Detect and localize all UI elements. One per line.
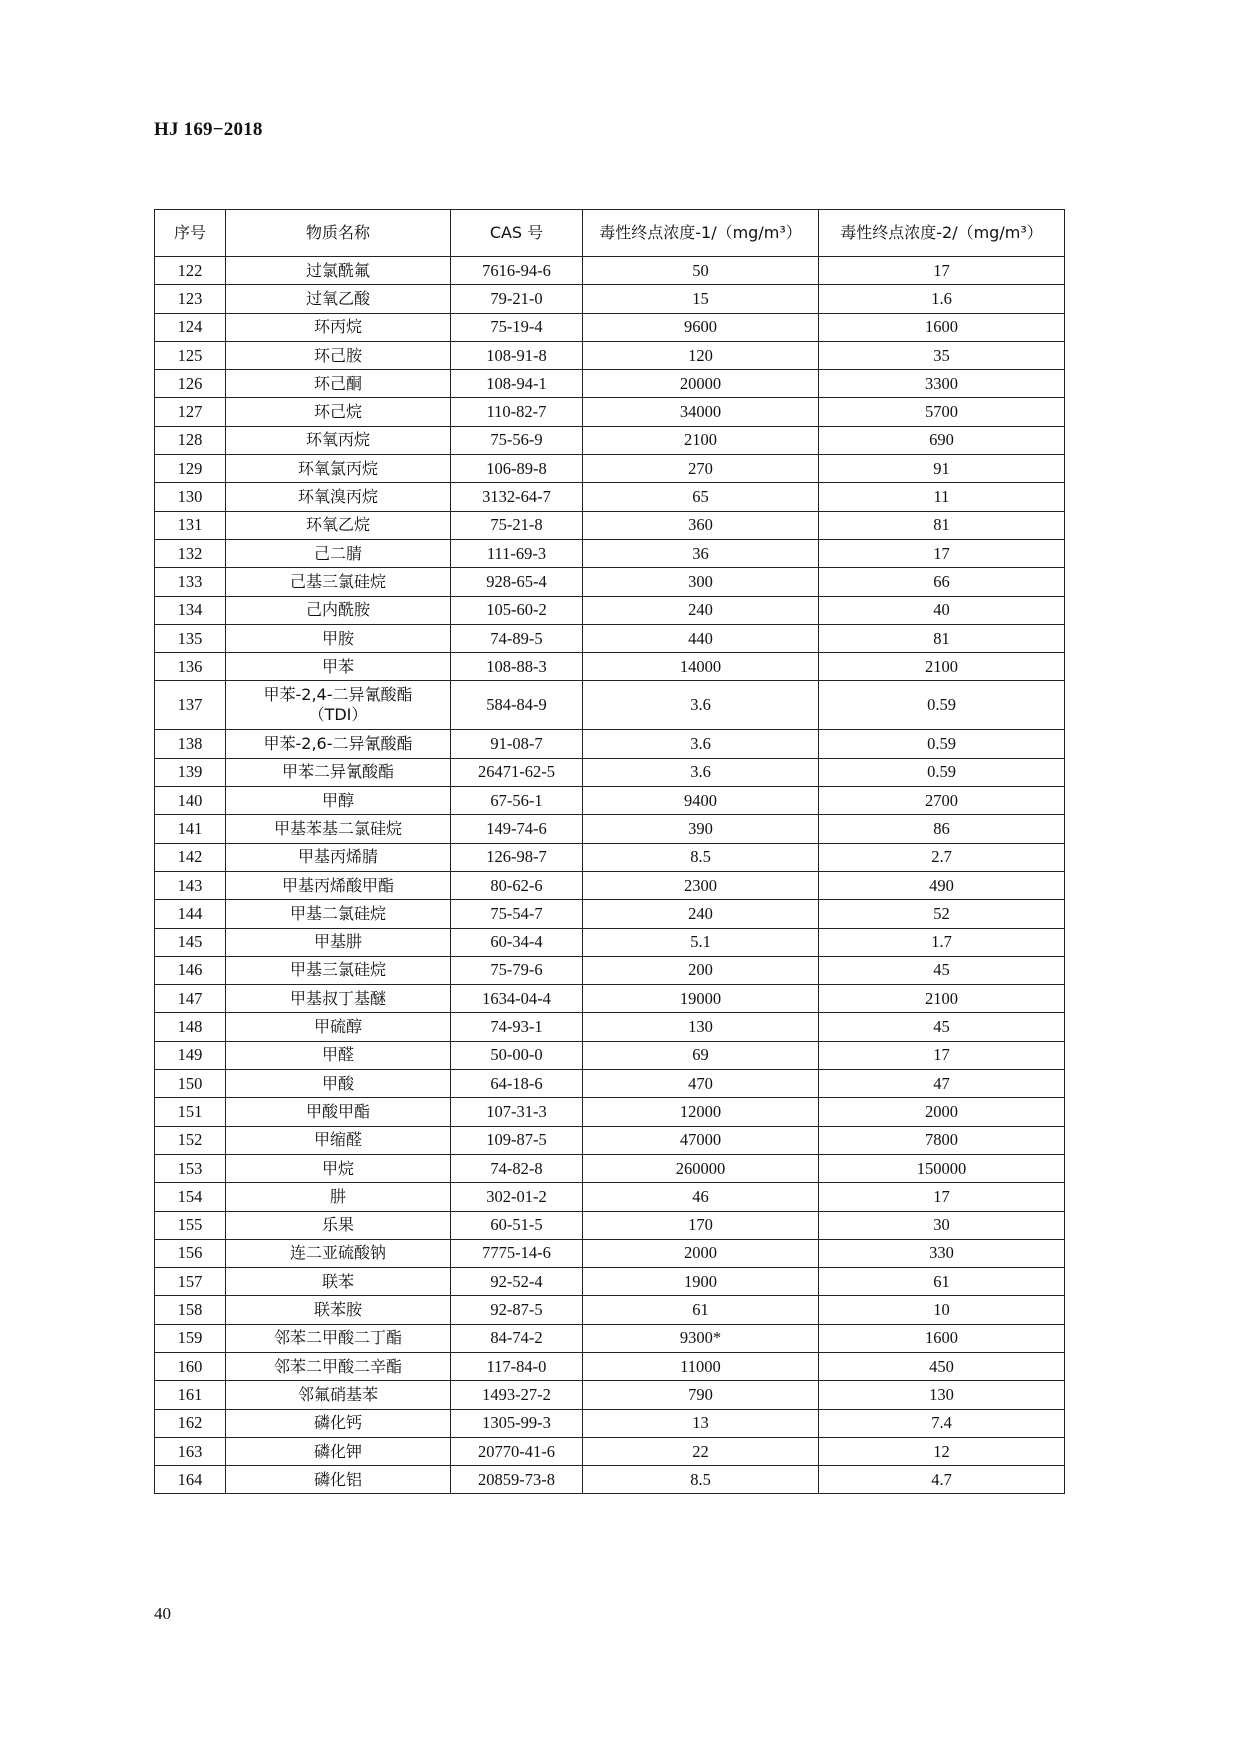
cell-substance-name: 磷化钾: [226, 1437, 451, 1465]
cell-index: 137: [155, 681, 226, 730]
cell-index: 122: [155, 257, 226, 285]
table-row: [155, 1381, 1065, 1409]
cell-endpoint-1: 9400: [583, 787, 819, 815]
table-row: [155, 1352, 1065, 1380]
cell-substance-name: 甲硫醇: [226, 1013, 451, 1041]
cell-index: 135: [155, 624, 226, 652]
cell-endpoint-1: 2300: [583, 871, 819, 899]
cell-endpoint-2: 52: [819, 900, 1065, 928]
cell-index: 156: [155, 1239, 226, 1267]
cell-substance-name: 甲醇: [226, 787, 451, 815]
cell-endpoint-2: 86: [819, 815, 1065, 843]
cell-endpoint-2: 7800: [819, 1126, 1065, 1154]
cell-substance-name: 己内酰胺: [226, 596, 451, 624]
cell-index: 139: [155, 758, 226, 786]
cell-index: 132: [155, 539, 226, 567]
cell-cas: 74-82-8: [451, 1154, 583, 1182]
cell-substance-name: 过氧乙酸: [226, 285, 451, 313]
cell-endpoint-1: 8.5: [583, 1466, 819, 1494]
cell-index: 162: [155, 1409, 226, 1437]
table-row: [155, 815, 1065, 843]
cell-cas: 7616-94-6: [451, 257, 583, 285]
table-row: [155, 787, 1065, 815]
cell-endpoint-2: 45: [819, 1013, 1065, 1041]
cell-index: 153: [155, 1154, 226, 1182]
cell-endpoint-2: 11: [819, 483, 1065, 511]
cell-substance-name: 甲基丙烯酸甲酯: [226, 871, 451, 899]
table-row: [155, 1211, 1065, 1239]
cell-endpoint-1: 360: [583, 511, 819, 539]
table-row: [155, 1041, 1065, 1069]
table-row: [155, 730, 1065, 758]
cell-cas: 75-56-9: [451, 426, 583, 454]
cell-cas: 105-60-2: [451, 596, 583, 624]
cell-endpoint-2: 690: [819, 426, 1065, 454]
table-row: [155, 398, 1065, 426]
table-row: [155, 285, 1065, 313]
cell-endpoint-1: 130: [583, 1013, 819, 1041]
cell-index: 133: [155, 568, 226, 596]
cell-cas: 67-56-1: [451, 787, 583, 815]
cell-substance-name: 连二亚硫酸钠: [226, 1239, 451, 1267]
cell-cas: 64-18-6: [451, 1070, 583, 1098]
cell-substance-name: 联苯胺: [226, 1296, 451, 1324]
cell-cas: 3132-64-7: [451, 483, 583, 511]
cell-cas: 108-88-3: [451, 653, 583, 681]
cell-endpoint-1: 300: [583, 568, 819, 596]
cell-cas: 108-94-1: [451, 370, 583, 398]
cell-endpoint-2: 2100: [819, 653, 1065, 681]
cell-index: 140: [155, 787, 226, 815]
cell-substance-name: 环氧丙烷: [226, 426, 451, 454]
cell-endpoint-1: 19000: [583, 985, 819, 1013]
cell-endpoint-2: 10: [819, 1296, 1065, 1324]
cell-endpoint-2: 17: [819, 257, 1065, 285]
table-row: [155, 455, 1065, 483]
cell-endpoint-2: 81: [819, 511, 1065, 539]
cell-endpoint-2: 17: [819, 1183, 1065, 1211]
cell-index: 164: [155, 1466, 226, 1494]
cell-substance-name: 甲苯-2,6-二异氰酸酯: [226, 730, 451, 758]
cell-cas: 107-31-3: [451, 1098, 583, 1126]
cell-index: 147: [155, 985, 226, 1013]
table-row: [155, 843, 1065, 871]
cell-cas: 20859-73-8: [451, 1466, 583, 1494]
cell-index: 157: [155, 1268, 226, 1296]
cell-endpoint-2: 66: [819, 568, 1065, 596]
cell-endpoint-1: 3.6: [583, 758, 819, 786]
cell-substance-name: 磷化钙: [226, 1409, 451, 1437]
cell-substance-name: 联苯: [226, 1268, 451, 1296]
cell-endpoint-2: 150000: [819, 1154, 1065, 1182]
cell-index: 163: [155, 1437, 226, 1465]
table-row: [155, 1409, 1065, 1437]
cell-endpoint-1: 9300*: [583, 1324, 819, 1352]
column-header-cas: CAS 号: [451, 210, 583, 257]
cell-endpoint-1: 120: [583, 341, 819, 369]
cell-index: 158: [155, 1296, 226, 1324]
cell-endpoint-1: 8.5: [583, 843, 819, 871]
cell-cas: 126-98-7: [451, 843, 583, 871]
cell-cas: 584-84-9: [451, 681, 583, 730]
cell-endpoint-2: 0.59: [819, 681, 1065, 730]
cell-cas: 80-62-6: [451, 871, 583, 899]
cell-endpoint-2: 0.59: [819, 758, 1065, 786]
cell-endpoint-1: 170: [583, 1211, 819, 1239]
cell-substance-name: 邻氟硝基苯: [226, 1381, 451, 1409]
cell-index: 151: [155, 1098, 226, 1126]
cell-substance-name: 环氧氯丙烷: [226, 455, 451, 483]
cell-cas: 60-34-4: [451, 928, 583, 956]
cell-index: 148: [155, 1013, 226, 1041]
table-row: [155, 596, 1065, 624]
cell-substance-name: 甲缩醛: [226, 1126, 451, 1154]
cell-index: 131: [155, 511, 226, 539]
cell-endpoint-2: 17: [819, 1041, 1065, 1069]
table-row: [155, 681, 1065, 730]
cell-endpoint-1: 13: [583, 1409, 819, 1437]
cell-cas: 928-65-4: [451, 568, 583, 596]
table-row: [155, 956, 1065, 984]
cell-endpoint-2: 7.4: [819, 1409, 1065, 1437]
cell-substance-name: 甲酸: [226, 1070, 451, 1098]
cell-endpoint-1: 20000: [583, 370, 819, 398]
cell-endpoint-2: 1600: [819, 313, 1065, 341]
cell-endpoint-2: 30: [819, 1211, 1065, 1239]
cell-endpoint-1: 3.6: [583, 681, 819, 730]
cell-cas: 109-87-5: [451, 1126, 583, 1154]
document-id: HJ 169−2018: [154, 119, 263, 140]
table-row: [155, 341, 1065, 369]
cell-index: 154: [155, 1183, 226, 1211]
cell-index: 146: [155, 956, 226, 984]
cell-substance-name: 邻苯二甲酸二辛酯: [226, 1352, 451, 1380]
cell-substance-name: 甲基丙烯腈: [226, 843, 451, 871]
cell-cas: 20770-41-6: [451, 1437, 583, 1465]
cell-endpoint-1: 22: [583, 1437, 819, 1465]
cell-index: 159: [155, 1324, 226, 1352]
table-row: [155, 426, 1065, 454]
cell-endpoint-1: 440: [583, 624, 819, 652]
table-row: [155, 1183, 1065, 1211]
cell-substance-name: 过氯酰氟: [226, 257, 451, 285]
table-row: [155, 1296, 1065, 1324]
cell-cas: 7775-14-6: [451, 1239, 583, 1267]
cell-endpoint-1: 12000: [583, 1098, 819, 1126]
cell-index: 160: [155, 1352, 226, 1380]
cell-index: 161: [155, 1381, 226, 1409]
cell-endpoint-1: 2000: [583, 1239, 819, 1267]
cell-cas: 50-00-0: [451, 1041, 583, 1069]
table-row: [155, 568, 1065, 596]
table-row: [155, 1239, 1065, 1267]
cell-endpoint-2: 2100: [819, 985, 1065, 1013]
cell-substance-name: 甲基肼: [226, 928, 451, 956]
cell-endpoint-2: 4.7: [819, 1466, 1065, 1494]
cell-cas: 75-19-4: [451, 313, 583, 341]
cell-cas: 92-52-4: [451, 1268, 583, 1296]
cell-substance-name: 甲烷: [226, 1154, 451, 1182]
table-row: [155, 483, 1065, 511]
cell-index: 144: [155, 900, 226, 928]
cell-cas: 60-51-5: [451, 1211, 583, 1239]
cell-endpoint-2: 0.59: [819, 730, 1065, 758]
cell-index: 145: [155, 928, 226, 956]
cell-substance-name: 甲基三氯硅烷: [226, 956, 451, 984]
cell-endpoint-2: 45: [819, 956, 1065, 984]
cell-endpoint-2: 40: [819, 596, 1065, 624]
cell-index: 128: [155, 426, 226, 454]
cell-substance-name: 甲醛: [226, 1041, 451, 1069]
cell-endpoint-2: 330: [819, 1239, 1065, 1267]
cell-substance-name: 甲胺: [226, 624, 451, 652]
cell-cas: 106-89-8: [451, 455, 583, 483]
cell-cas: 75-54-7: [451, 900, 583, 928]
cell-index: 134: [155, 596, 226, 624]
cell-endpoint-2: 450: [819, 1352, 1065, 1380]
page-number: 40: [154, 1604, 171, 1623]
cell-index: 130: [155, 483, 226, 511]
cell-endpoint-1: 65: [583, 483, 819, 511]
cell-index: 138: [155, 730, 226, 758]
cell-substance-name: 磷化铝: [226, 1466, 451, 1494]
cell-index: 125: [155, 341, 226, 369]
table-row: [155, 511, 1065, 539]
table-row: [155, 539, 1065, 567]
table-row: [155, 1098, 1065, 1126]
table-row: [155, 1126, 1065, 1154]
cell-endpoint-1: 790: [583, 1381, 819, 1409]
cell-endpoint-1: 69: [583, 1041, 819, 1069]
cell-cas: 74-89-5: [451, 624, 583, 652]
cell-index: 124: [155, 313, 226, 341]
cell-endpoint-2: 2.7: [819, 843, 1065, 871]
cell-endpoint-2: 35: [819, 341, 1065, 369]
table-row: [155, 871, 1065, 899]
cell-substance-name: 环氧乙烷: [226, 511, 451, 539]
cell-endpoint-1: 34000: [583, 398, 819, 426]
cell-cas: 302-01-2: [451, 1183, 583, 1211]
cell-cas: 75-79-6: [451, 956, 583, 984]
column-header-endpoint-2: 毒性终点浓度-2/（mg/m³）: [819, 210, 1065, 257]
cell-substance-name: 环氧溴丙烷: [226, 483, 451, 511]
cell-cas: 84-74-2: [451, 1324, 583, 1352]
cell-endpoint-1: 260000: [583, 1154, 819, 1182]
cell-endpoint-1: 2100: [583, 426, 819, 454]
cell-endpoint-1: 390: [583, 815, 819, 843]
cell-substance-name: 甲酸甲酯: [226, 1098, 451, 1126]
table-row: [155, 1437, 1065, 1465]
cell-index: 123: [155, 285, 226, 313]
table-row: [155, 928, 1065, 956]
cell-endpoint-1: 9600: [583, 313, 819, 341]
table-row: [155, 985, 1065, 1013]
cell-index: 136: [155, 653, 226, 681]
cell-index: 142: [155, 843, 226, 871]
cell-substance-name: 己基三氯硅烷: [226, 568, 451, 596]
cell-substance-name: 邻苯二甲酸二丁酯: [226, 1324, 451, 1352]
cell-index: 155: [155, 1211, 226, 1239]
table-row: [155, 1324, 1065, 1352]
cell-substance-name: 甲苯: [226, 653, 451, 681]
cell-endpoint-1: 50: [583, 257, 819, 285]
cell-substance-name: 环己烷: [226, 398, 451, 426]
column-header-substance-name: 物质名称: [226, 210, 451, 257]
cell-cas: 1305-99-3: [451, 1409, 583, 1437]
cell-cas: 79-21-0: [451, 285, 583, 313]
cell-cas: 75-21-8: [451, 511, 583, 539]
column-header-index: 序号: [155, 210, 226, 257]
cell-endpoint-2: 2700: [819, 787, 1065, 815]
cell-substance-name: 甲基苯基二氯硅烷: [226, 815, 451, 843]
column-header-endpoint-1: 毒性终点浓度-1/（mg/m³）: [583, 210, 819, 257]
cell-cas: 117-84-0: [451, 1352, 583, 1380]
cell-endpoint-1: 1900: [583, 1268, 819, 1296]
cell-substance-name: 甲基二氯硅烷: [226, 900, 451, 928]
cell-substance-name: 肼: [226, 1183, 451, 1211]
cell-endpoint-2: 91: [819, 455, 1065, 483]
cell-endpoint-2: 17: [819, 539, 1065, 567]
table-row: [155, 370, 1065, 398]
table-body: [155, 257, 1065, 1494]
cell-endpoint-2: 12: [819, 1437, 1065, 1465]
cell-cas: 1493-27-2: [451, 1381, 583, 1409]
table-row: [155, 1268, 1065, 1296]
cell-substance-name: 甲苯二异氰酸酯: [226, 758, 451, 786]
table-row: [155, 624, 1065, 652]
cell-endpoint-2: 1600: [819, 1324, 1065, 1352]
table-row: [155, 653, 1065, 681]
cell-cas: 149-74-6: [451, 815, 583, 843]
cell-endpoint-1: 15: [583, 285, 819, 313]
cell-endpoint-2: 1.6: [819, 285, 1065, 313]
cell-endpoint-1: 5.1: [583, 928, 819, 956]
cell-substance-name: 环己酮: [226, 370, 451, 398]
cell-index: 141: [155, 815, 226, 843]
table-row: [155, 1070, 1065, 1098]
cell-endpoint-2: 2000: [819, 1098, 1065, 1126]
table-header-row: [155, 210, 1065, 257]
cell-index: 129: [155, 455, 226, 483]
table-row: [155, 1466, 1065, 1494]
cell-endpoint-1: 47000: [583, 1126, 819, 1154]
cell-endpoint-2: 5700: [819, 398, 1065, 426]
cell-endpoint-2: 1.7: [819, 928, 1065, 956]
table-row: [155, 1154, 1065, 1182]
table-row: [155, 257, 1065, 285]
cell-substance-name: 乐果: [226, 1211, 451, 1239]
cell-index: 127: [155, 398, 226, 426]
cell-index: 150: [155, 1070, 226, 1098]
cell-cas: 91-08-7: [451, 730, 583, 758]
cell-substance-name: 己二腈: [226, 539, 451, 567]
cell-endpoint-2: 81: [819, 624, 1065, 652]
cell-cas: 26471-62-5: [451, 758, 583, 786]
cell-endpoint-1: 240: [583, 900, 819, 928]
cell-endpoint-1: 470: [583, 1070, 819, 1098]
cell-endpoint-1: 11000: [583, 1352, 819, 1380]
cell-index: 152: [155, 1126, 226, 1154]
cell-cas: 1634-04-4: [451, 985, 583, 1013]
cell-cas: 111-69-3: [451, 539, 583, 567]
cell-endpoint-1: 240: [583, 596, 819, 624]
cell-endpoint-2: 130: [819, 1381, 1065, 1409]
cell-endpoint-2: 61: [819, 1268, 1065, 1296]
cell-substance-name: 甲苯-2,4-二异氰酸酯 （TDI）: [226, 681, 451, 730]
cell-endpoint-1: 61: [583, 1296, 819, 1324]
cell-cas: 92-87-5: [451, 1296, 583, 1324]
toxicity-endpoint-table: [154, 209, 1065, 1494]
cell-index: 143: [155, 871, 226, 899]
cell-endpoint-1: 14000: [583, 653, 819, 681]
cell-endpoint-1: 46: [583, 1183, 819, 1211]
table-row: [155, 1013, 1065, 1041]
table-row: [155, 900, 1065, 928]
table-row: [155, 758, 1065, 786]
cell-endpoint-1: 270: [583, 455, 819, 483]
cell-endpoint-1: 200: [583, 956, 819, 984]
table-row: [155, 313, 1065, 341]
cell-index: 149: [155, 1041, 226, 1069]
cell-cas: 108-91-8: [451, 341, 583, 369]
cell-endpoint-1: 36: [583, 539, 819, 567]
cell-endpoint-2: 490: [819, 871, 1065, 899]
cell-cas: 110-82-7: [451, 398, 583, 426]
cell-endpoint-2: 3300: [819, 370, 1065, 398]
cell-endpoint-2: 47: [819, 1070, 1065, 1098]
cell-substance-name: 环丙烷: [226, 313, 451, 341]
cell-substance-name: 环己胺: [226, 341, 451, 369]
cell-cas: 74-93-1: [451, 1013, 583, 1041]
cell-substance-name: 甲基叔丁基醚: [226, 985, 451, 1013]
cell-endpoint-1: 3.6: [583, 730, 819, 758]
cell-index: 126: [155, 370, 226, 398]
